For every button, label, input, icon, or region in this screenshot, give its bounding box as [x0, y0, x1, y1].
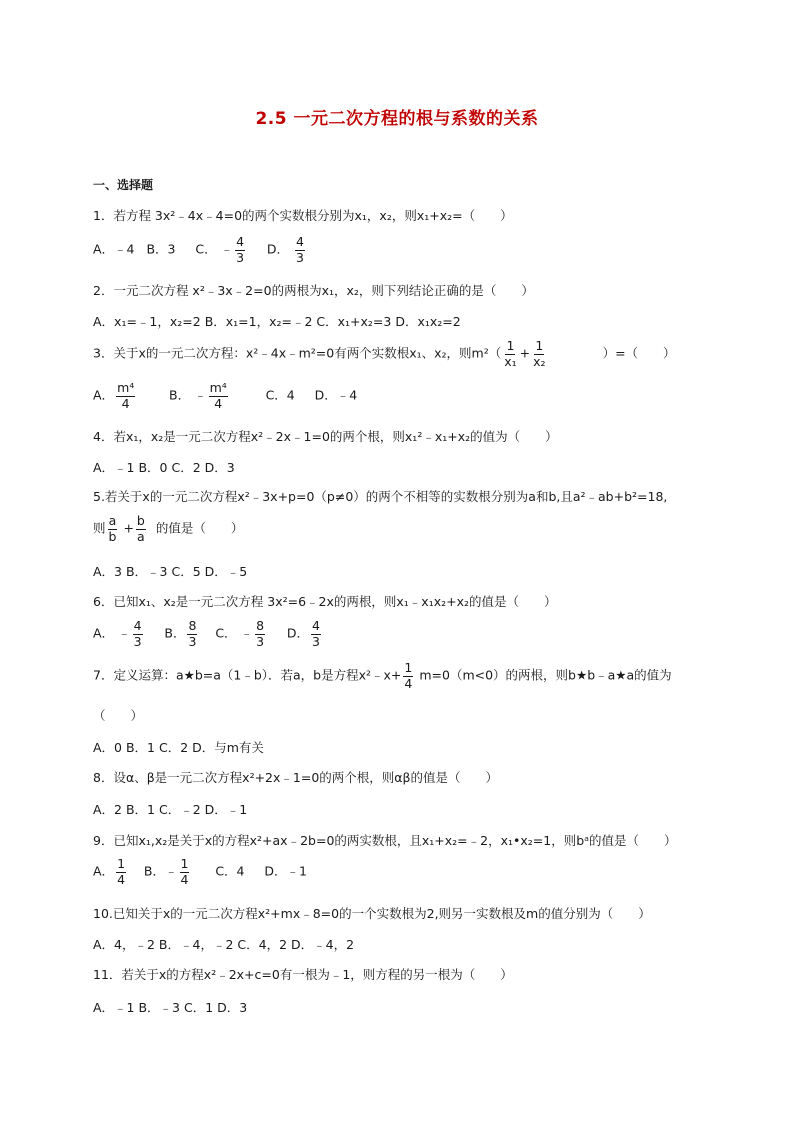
denominator: 4: [180, 871, 189, 887]
denominator: b: [108, 528, 117, 544]
fraction: [136, 515, 146, 543]
question-5-prefix: 则: [93, 520, 106, 536]
question-11-options: A．﹣1 B．﹣3 C．1 D．3: [93, 1000, 248, 1015]
fraction: [116, 382, 135, 410]
numerator: 1: [117, 856, 126, 871]
question-6-options: [93, 620, 323, 648]
option-a: A．: [93, 387, 115, 403]
page-title: 2.5 一元二次方程的根与系数的关系: [255, 109, 539, 129]
question-5-tail: 的值是（ ）: [155, 520, 244, 536]
option-b: B．: [164, 625, 186, 641]
option-b: B．: [169, 387, 191, 403]
question-7-tail: m=0（m<0）的两根，则b★b﹣a★a的值为: [419, 667, 672, 683]
numerator: 1: [180, 856, 189, 871]
question-7: [93, 662, 672, 690]
option-a-sign: ﹣: [118, 625, 131, 641]
fraction: [116, 858, 126, 886]
option-b: B．: [143, 863, 165, 879]
question-8-options: A．2 B．1 C．﹣2 D．﹣1: [93, 802, 248, 817]
numerator: 4: [133, 618, 142, 633]
question-10-options: A．4，﹣2 B．﹣4，﹣2 C．4，2 D．﹣4，2: [93, 937, 355, 952]
fraction: [311, 620, 321, 648]
option-a: A．: [93, 625, 115, 641]
question-3-options: [93, 382, 357, 410]
option-c-sign: ﹣: [240, 625, 254, 641]
numerator: 4: [312, 618, 320, 633]
denominator: 3: [312, 633, 320, 649]
fraction: [108, 515, 118, 543]
question-1: 1．若方程 3x²﹣4x﹣4=0的两个实数根分别为x₁，x₂，则x₁+x₂=（ ）: [93, 208, 513, 223]
option-d: D．﹣1: [264, 863, 307, 879]
fraction: [255, 620, 265, 648]
question-6: 6．已知x₁、x₂是一元二次方程 3x²=6﹣2x的两根，则x₁﹣x₁x₂+x₂的值是（ ）: [93, 594, 557, 609]
denominator: 4: [121, 395, 130, 411]
option-b-sign: ﹣: [194, 387, 207, 403]
question-5-cont: [93, 515, 243, 543]
fraction: [503, 340, 517, 368]
numerator: 8: [256, 618, 265, 633]
question-4: 4．若x₁，x₂是一元二次方程x²﹣2x﹣1=0的两个根，则x₁²﹣x₁+x₂的值为（ ）: [93, 429, 558, 444]
question-9: 9．已知x₁,x₂是关于x的方程x²+ax﹣2b=0的两实数根，且x₁+x₂=﹣2，x₁•x₂=1，则bᵃ的值是（ ）: [93, 833, 677, 848]
denominator: 3: [256, 633, 265, 649]
question-8: 8．设α、β是一元二次方程x²+2x﹣1=0的两个根，则αβ的值是（ ）: [93, 770, 498, 785]
numerator: 1: [535, 338, 544, 353]
question-7-text: 7．定义运算：a★b=a（1﹣b）．若a，b是方程x²﹣x+: [93, 667, 402, 683]
fraction: [295, 236, 305, 264]
fraction: [187, 620, 197, 648]
denominator: 4: [404, 675, 413, 691]
fraction: [235, 236, 245, 264]
option-b-sign: ﹣: [165, 863, 178, 879]
question-10: 10.已知关于x的一元二次方程x²+mx﹣8=0的一个实数根为2,则另一实数根及m的值分别为（ ）: [93, 906, 651, 921]
plus-sign: +: [123, 520, 134, 536]
numerator: 1: [404, 660, 413, 675]
fraction: [403, 662, 413, 690]
denominator: 4: [117, 871, 126, 887]
fraction: [532, 340, 546, 368]
question-3-tail: ）=（ ）: [602, 345, 676, 361]
denominator: 4: [214, 395, 223, 411]
option-b: B．3: [146, 241, 176, 257]
numerator: 4: [296, 234, 304, 249]
denominator: 3: [188, 633, 197, 649]
question-5-options: A．3 B．﹣3 C．5 D．﹣5: [93, 564, 248, 579]
option-d: D．: [286, 625, 310, 641]
question-3: 3．关于x的一元二次方程：x²﹣4x﹣m²=0有两个实数根x₁、x₂，则m²（ $\frac{1}{\text{x₁}}$ + $\frac{1}{\text{x₂}}$ ）=（ ）: [93, 338, 676, 369]
numerator: 8: [188, 618, 197, 633]
question-9-options: [93, 858, 307, 886]
question-2: 2．一元二次方程 x²﹣3x﹣2=0的两根为x₁，x₂，则下列结论正确的是（ ）: [93, 283, 534, 298]
denominator: x₂: [533, 353, 546, 369]
question-4-options: A．﹣1 B．0 C．2 D．3: [93, 460, 235, 475]
option-c: C．4: [215, 863, 245, 879]
question-5: 5.若关于x的一元二次方程x²﹣3x+p=0（p≠0）的两个不相等的实数根分别为a和b,且a²﹣ab+b²=18,: [93, 489, 668, 504]
question-2-options: A．x₁=﹣1，x₂=2 B．x₁=1，x₂=﹣2 C．x₁+x₂=3 D．x₁x₂=2: [93, 314, 461, 329]
numerator: m⁴: [209, 380, 227, 395]
fraction: [133, 620, 143, 648]
numerator: m⁴: [117, 380, 135, 395]
denominator: 3: [236, 249, 245, 265]
question-7-options: A．0 B．1 C．2 D．与m有关: [93, 740, 264, 755]
option-d: D．﹣4: [314, 387, 358, 403]
option-d: D．: [266, 241, 290, 257]
denominator: 3: [296, 249, 304, 265]
option-c: C．: [195, 241, 217, 257]
option-c: C．: [215, 625, 237, 641]
question-3-text: 3．关于x的一元二次方程：x²﹣4x﹣m²=0有两个实数根x₁、x₂，则m²（: [93, 345, 502, 361]
option-a: A．﹣4: [93, 241, 135, 257]
numerator: 4: [236, 234, 245, 249]
denominator: x₁: [504, 353, 517, 369]
fraction: [209, 382, 228, 410]
option-c-sign: ﹣: [220, 241, 234, 257]
option-a: A．: [93, 863, 115, 879]
question-11: 11．若关于x的方程x²﹣2x+c=0有一根为﹣1，则方程的另一根为（ ）: [93, 967, 513, 982]
option-c: C．4: [265, 387, 295, 403]
question-1-options: [93, 236, 307, 264]
section-heading: 一、选择题: [93, 178, 154, 192]
numerator: b: [136, 513, 145, 528]
numerator: 1: [506, 338, 515, 353]
question-7-paren: （ ）: [93, 708, 144, 723]
numerator: a: [108, 513, 117, 528]
denominator: a: [137, 528, 145, 544]
fraction: [180, 858, 190, 886]
denominator: 3: [133, 633, 142, 649]
